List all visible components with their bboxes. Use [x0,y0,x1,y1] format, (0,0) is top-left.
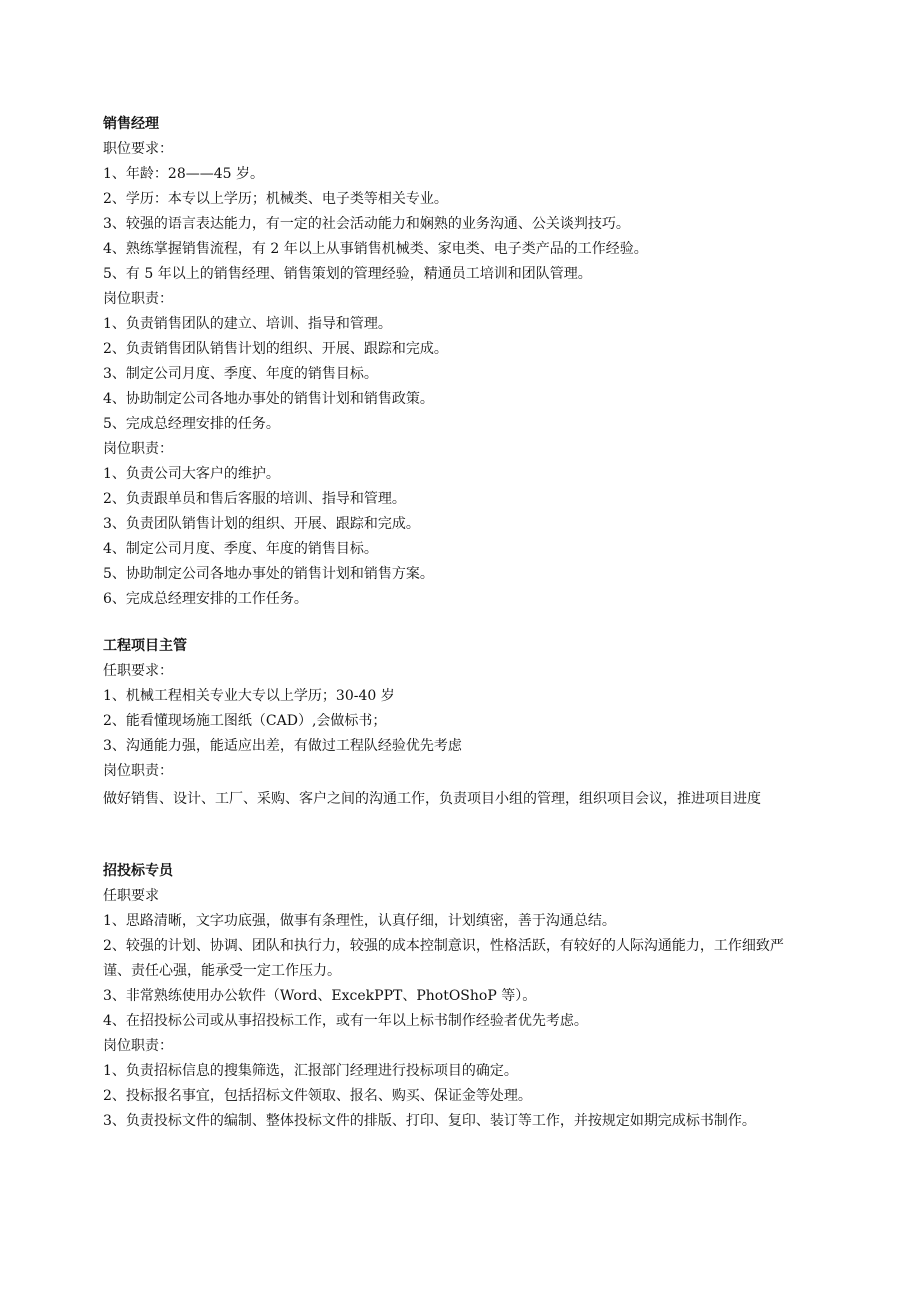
text-line: 岗位职责： [103,441,173,457]
section-title: 工程项目主管 [103,638,187,654]
text-line: 2、投标报名事宜，包括招标文件领取、报名、购买、保证金等处理。 [103,1088,532,1104]
document-page [103,112,823,1134]
text-line: 4、熟练掌握销售流程，有 2 年以上从事销售机械类、家电类、电子类产品的工作经验。 [103,241,648,257]
text-paragraph: 做好销售、设计、工厂、采购、客户之间的沟通工作，负责项目小组的管理，组织项目会议，推进项目进度 [103,791,761,807]
text-line: 4、制定公司月度、季度、年度的销售目标。 [103,541,378,557]
text-line: 3、沟通能力强，能适应出差，有做过工程队经验优先考虑 [103,738,462,754]
text-line: 任职要求 [103,888,159,904]
text-line: 2、负责销售团队销售计划的组织、开展、跟踪和完成。 [103,341,448,357]
text-line: 1、年龄：28——45 岁。 [103,166,264,182]
section-title: 销售经理 [103,116,159,132]
text-line: 5、协助制定公司各地办事处的销售计划和销售方案。 [103,566,434,582]
text-line: 1、负责招标信息的搜集筛选，汇报部门经理进行投标项目的确定。 [103,1063,518,1079]
text-line: 5、有 5 年以上的销售经理、销售策划的管理经验，精通员工培训和团队管理。 [103,266,592,282]
text-line-wrapped: 3、负责投标文件的编制、整体投标文件的排版、打印、复印、装订等工作，并按规定如期完成标书制作。 [103,1113,756,1129]
text-line: 职位要求： [103,141,173,157]
text-line: 5、完成总经理安排的任务。 [103,416,280,432]
text-line: 1、思路清晰，文字功底强，做事有条理性，认真仔细，计划缜密，善于沟通总结。 [103,913,616,929]
text-line: 6、完成总经理安排的工作任务。 [103,591,308,607]
text-line: 4、协助制定公司各地办事处的销售计划和销售政策。 [103,391,434,407]
text-line: 1、负责销售团队的建立、培训、指导和管理。 [103,316,392,332]
text-line: 3、负责团队销售计划的组织、开展、跟踪和完成。 [103,516,420,532]
section-sales-manager [103,112,823,612]
text-line-wrapped: 2、较强的计划、协调、团队和执行力，较强的成本控制意识，性格活跃，有较好的人际沟通能力，工作细致严谨、责任心强，能承受一定工作压力。 [103,938,784,979]
text-line: 4、在招投标公司或从事招投标工作，或有一年以上标书制作经验者优先考虑。 [103,1013,588,1029]
section-engineering-supervisor [103,634,823,813]
text-line: 2、学历：本专以上学历；机械类、电子类等相关专业。 [103,191,448,207]
section-title: 招投标专员 [103,863,173,879]
text-line: 3、制定公司月度、季度、年度的销售目标。 [103,366,378,382]
text-line: 岗位职责： [103,1038,173,1054]
text-line: 1、负责公司大客户的维护。 [103,466,280,482]
text-line: 3、较强的语言表达能力，有一定的社会活动能力和娴熟的业务沟通、公关谈判技巧。 [103,216,630,232]
text-line: 2、能看懂现场施工图纸（CAD）,会做标书； [103,713,387,729]
text-line: 岗位职责： [103,763,173,779]
text-line: 任职要求： [103,663,173,679]
text-line: 2、负责跟单员和售后客服的培训、指导和管理。 [103,491,406,507]
text-line: 1、机械工程相关专业大专以上学历；30-40 岁 [103,688,395,704]
text-line: 岗位职责： [103,291,173,307]
section-bidding-specialist [103,859,823,1134]
text-line: 3、非常熟练使用办公软件（Word、ExcekPPT、PhotOShoP 等）。 [103,988,537,1004]
